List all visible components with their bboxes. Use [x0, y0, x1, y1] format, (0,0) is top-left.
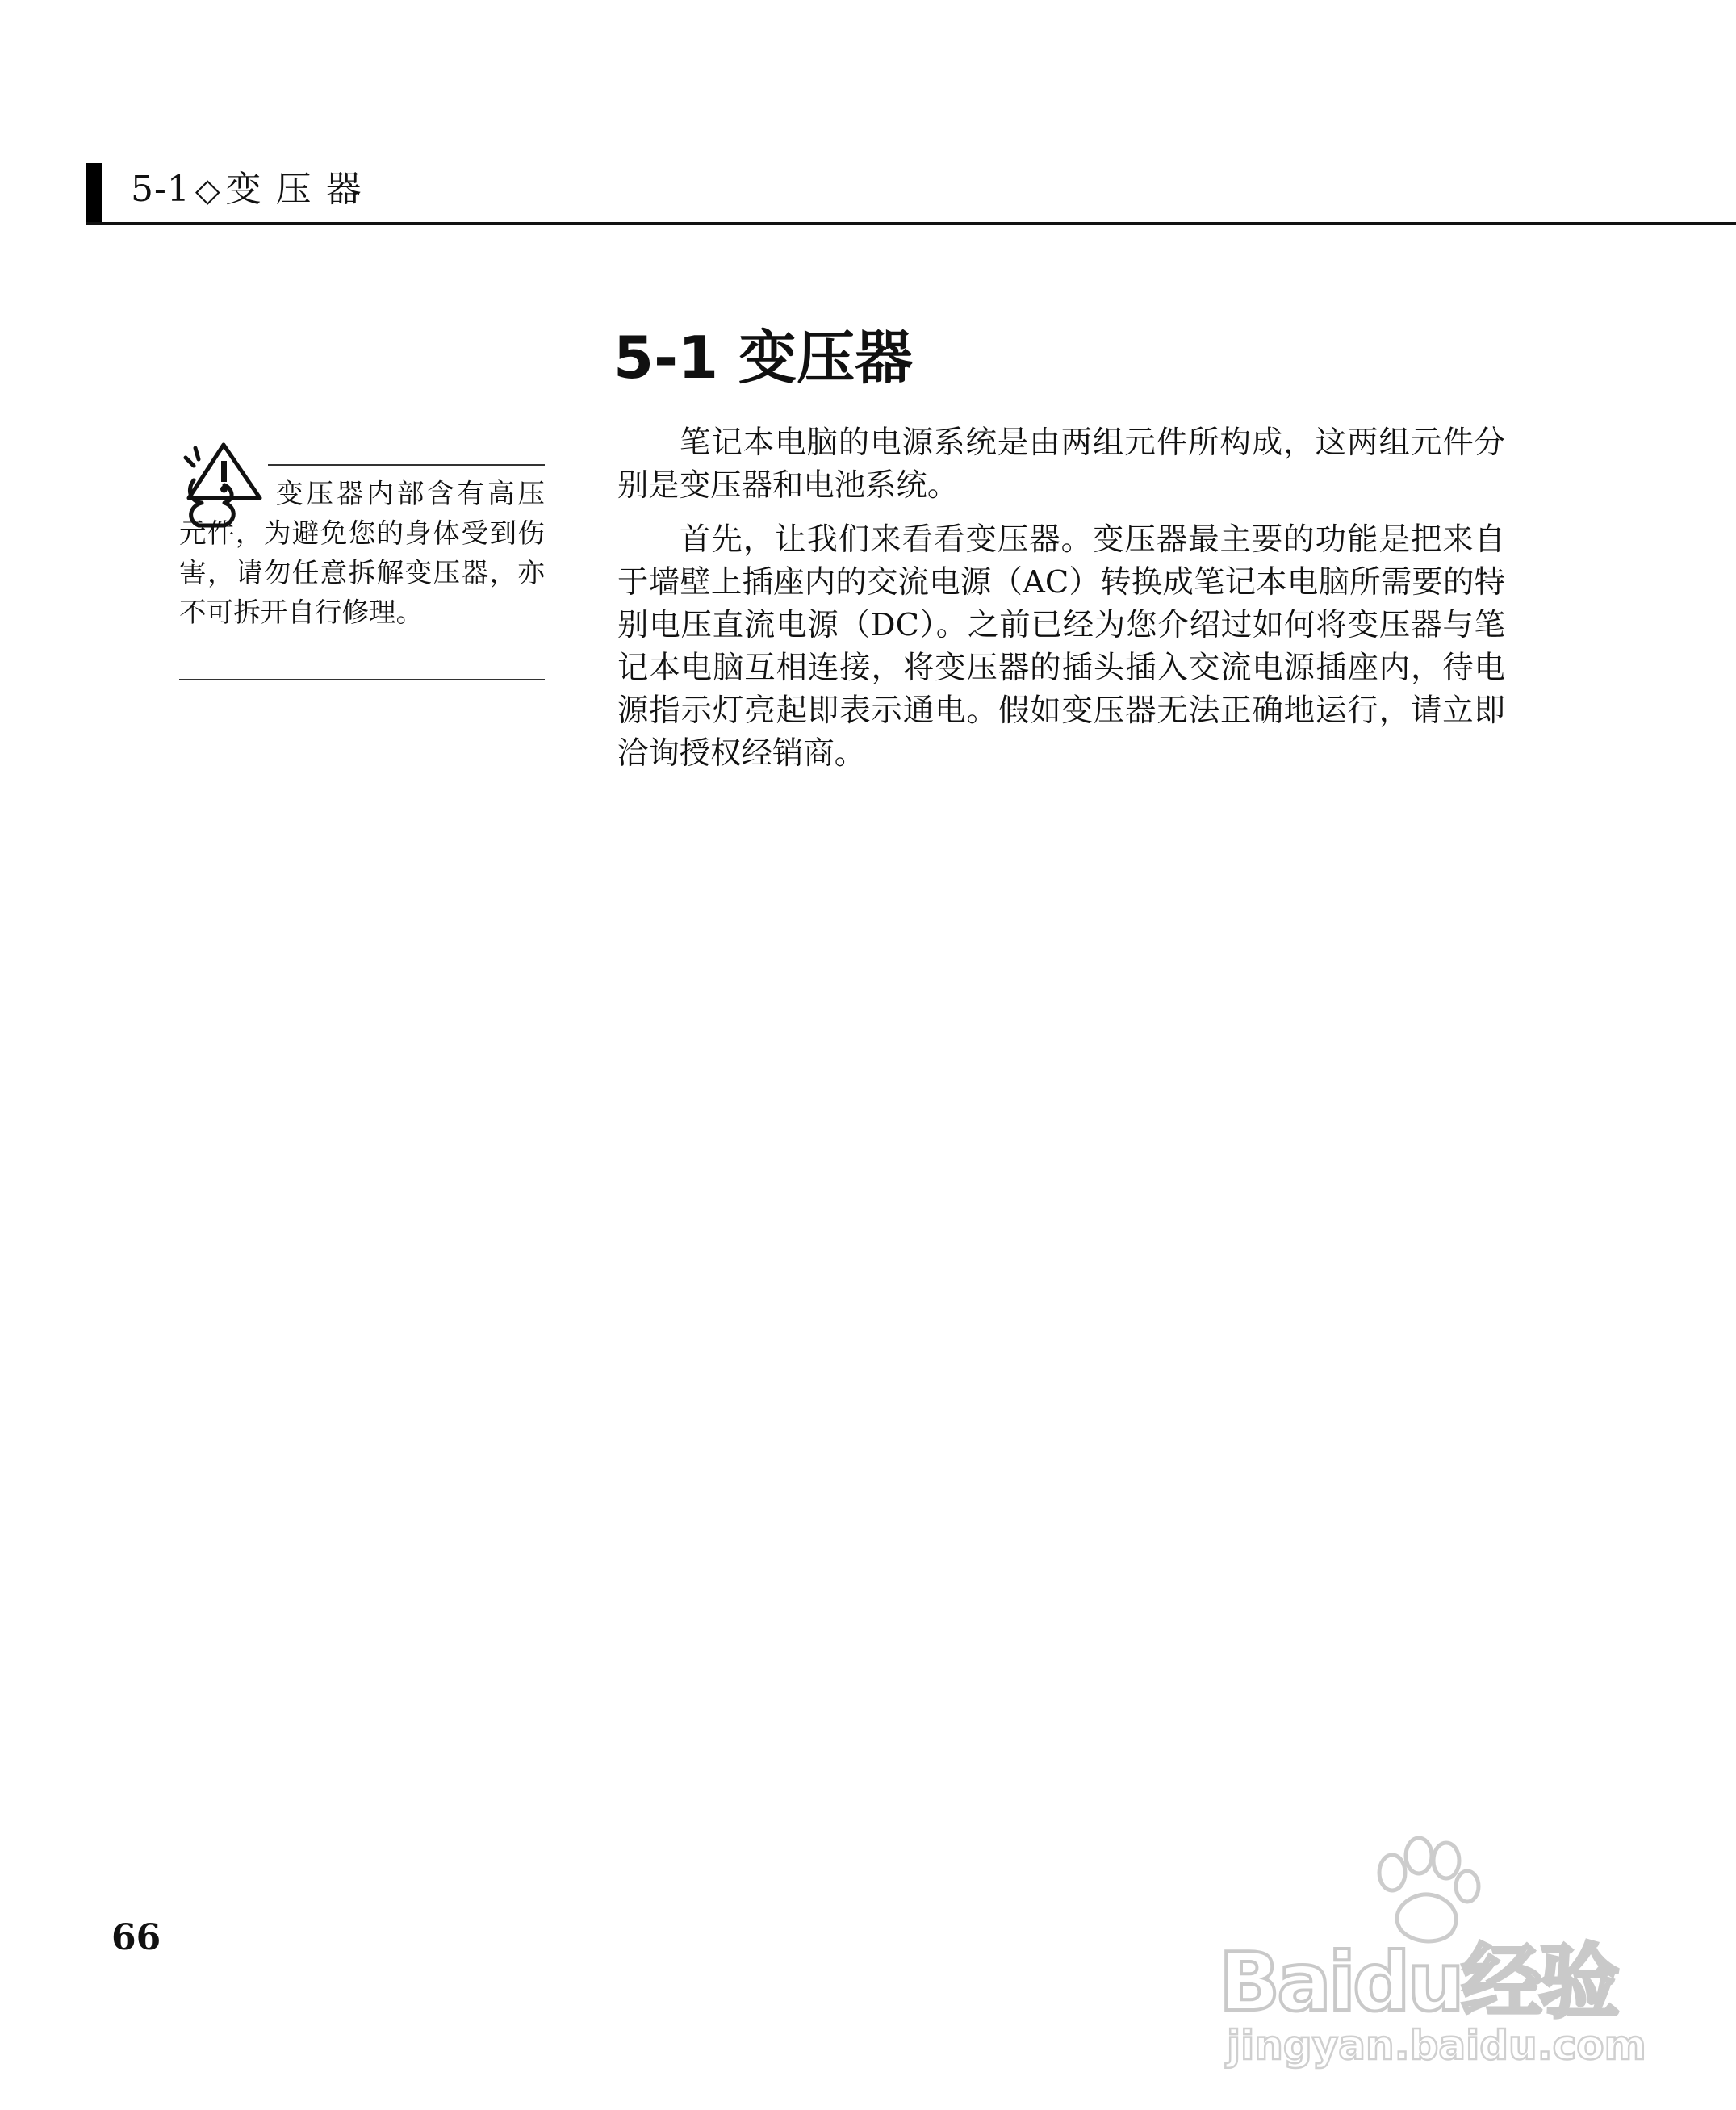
- warning-note: [179, 440, 545, 682]
- body-paragraph: 笔记本电脑的电源系统是由两组元件所构成，这两组元件分别是变压器和电池系统。: [617, 425, 1505, 504]
- note-top-rule: [268, 464, 545, 466]
- header-rule: [86, 222, 1736, 225]
- note-bottom-rule: [179, 679, 545, 680]
- header-section-name: 变压器: [225, 169, 376, 210]
- header-separator: ◇: [195, 172, 221, 209]
- warning-note-text: 变压器内部含有高压元件，为避免您的身体受到伤害，请勿任意拆解变压器，亦不可拆开自行修理。: [179, 478, 545, 628]
- baidu-watermark: [1219, 1836, 1646, 2079]
- watermark-logo: Baidu经验: [1219, 1935, 1617, 2029]
- section-title: 5-1 变压器: [613, 324, 914, 391]
- header-accent-bar: [86, 163, 102, 224]
- watermark-url: jingyan.baidu.com: [1227, 2022, 1646, 2069]
- body-paragraph: 首先，让我们来看看变压器。变压器最主要的功能是把来自于墙壁上插座内的交流电源（AC）转换成笔记本电脑所需要的特别电压直流电源（DC）。之前已经为您介绍过如何将变压器与笔记本电脑互相连接，将变压器的插头插入交流电源插座内，待电源指示灯亮起即表示通电。假如变压器无法正确地运行，请立即洽询授权经销商。: [617, 521, 1505, 772]
- page-number: 66: [111, 1917, 161, 1958]
- running-header: [131, 165, 376, 215]
- header-section-number: 5-1: [131, 169, 190, 210]
